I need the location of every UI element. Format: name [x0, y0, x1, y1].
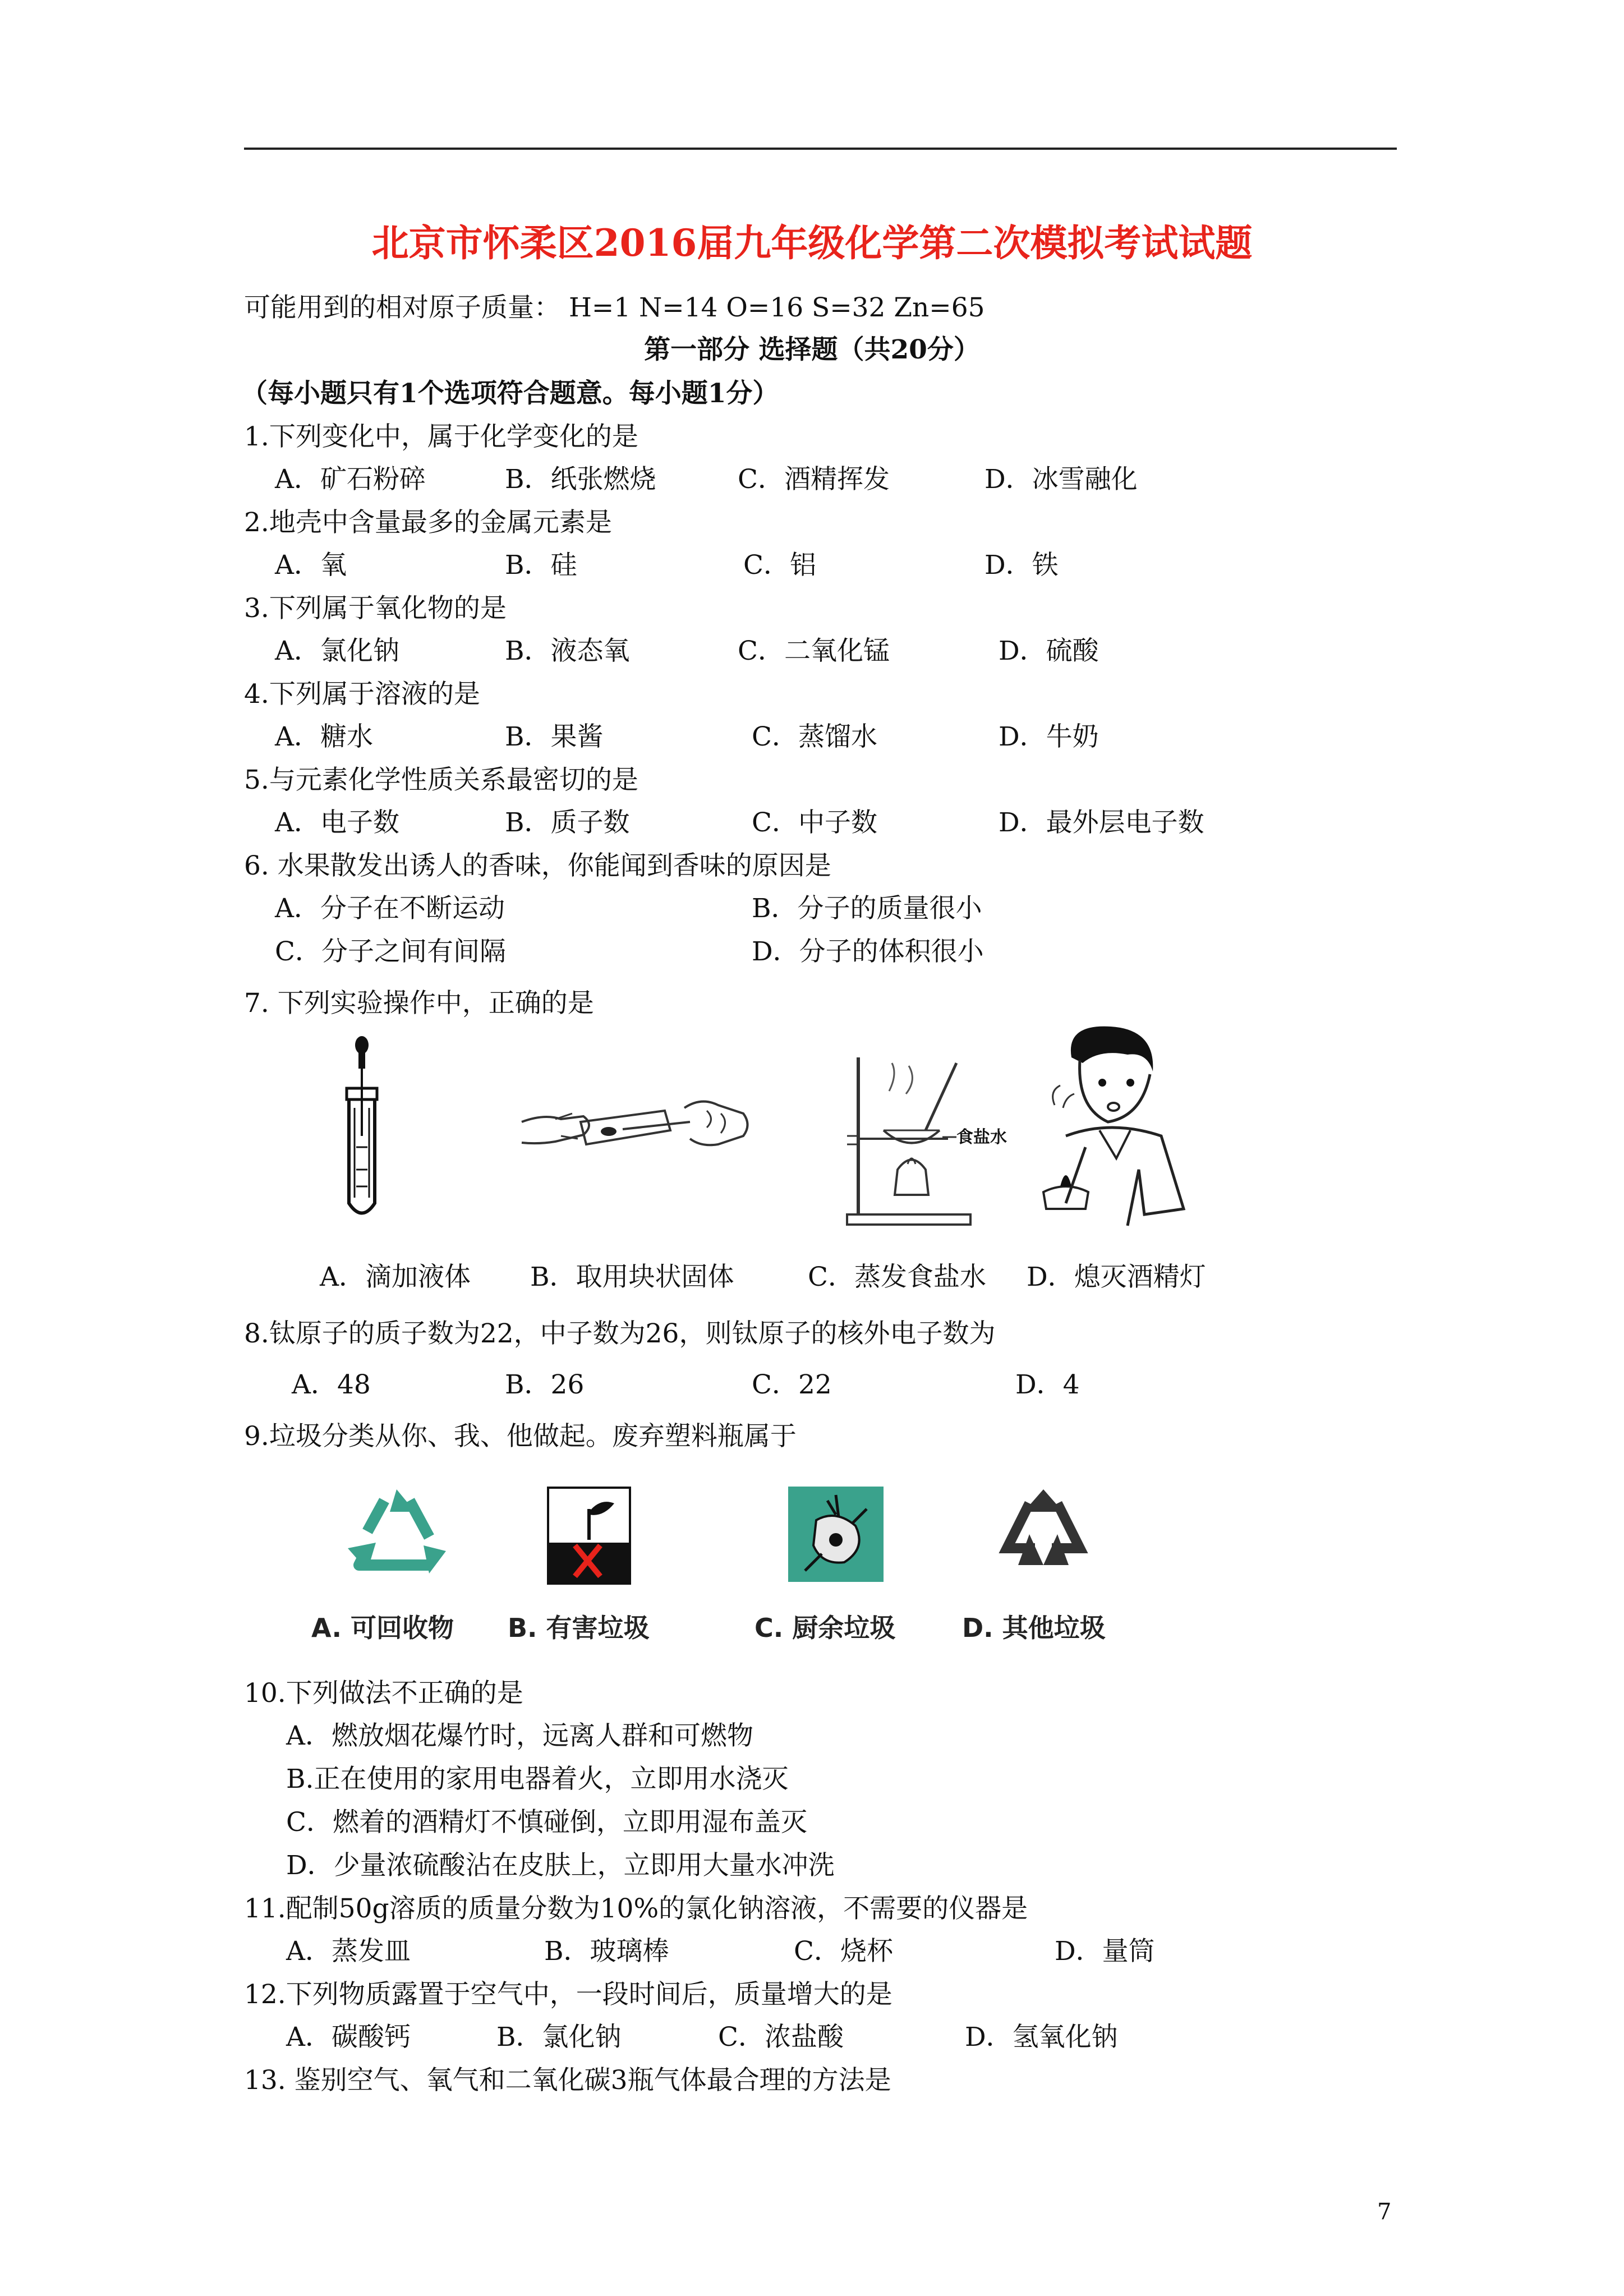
q8-option-c: C．22 — [752, 1369, 832, 1400]
q12-option-d: D．氢氧化钠 — [965, 2022, 1118, 2053]
q6-option-c: C．分子之间有间隔 — [275, 936, 506, 967]
q7-option-d: D．熄灭酒精灯 — [1027, 1262, 1206, 1292]
q8-option-a: A．48 — [292, 1369, 371, 1400]
q6-option-b: B．分子的质量很小 — [752, 893, 982, 924]
question-12-stem: 12.下列物质露置于空气中，一段时间后，质量增大的是 — [244, 1979, 892, 2010]
kitchen-waste-icon — [788, 1487, 884, 1582]
q12-option-c: C．浓盐酸 — [718, 2022, 844, 2053]
q4-option-b: B．果酱 — [505, 721, 604, 752]
q9-option-c: C. 厨余垃圾 — [755, 1613, 896, 1643]
q11-option-c: C．烧杯 — [794, 1936, 893, 1967]
q10-option-c: C．燃着的酒精灯不慎碰倒，立即用湿布盖灭 — [286, 1807, 807, 1838]
q8-option-b: B．26 — [505, 1369, 585, 1400]
q1-option-c: C．酒精挥发 — [738, 464, 890, 495]
q8-option-d: D．4 — [1015, 1369, 1080, 1400]
q2-option-b: B．硅 — [505, 550, 577, 581]
question-2-stem: 2.地壳中含量最多的金属元素是 — [244, 507, 612, 538]
q4-option-c: C．蒸馏水 — [752, 721, 877, 752]
q12-option-a: A．碳酸钙 — [286, 2022, 411, 2053]
question-11-stem: 11.配制50g溶质的质量分数为10%的氯化钠溶液，不需要的仪器是 — [244, 1893, 1028, 1924]
header-rule — [244, 148, 1397, 150]
q2-option-d: D．铁 — [984, 550, 1059, 581]
q3-option-c: C．二氧化锰 — [738, 636, 890, 666]
question-1-stem: 1.下列变化中，属于化学变化的是 — [244, 421, 638, 452]
q11-option-a: A．蒸发皿 — [286, 1936, 411, 1967]
q6-option-d: D．分子的体积很小 — [752, 936, 984, 967]
page-title: 北京市怀柔区2016届九年级化学第二次模拟考试试题 — [371, 221, 1253, 265]
q10-option-a: A．燃放烟花爆竹时，远离人群和可燃物 — [286, 1720, 753, 1751]
question-10-stem: 10.下列做法不正确的是 — [244, 1678, 523, 1709]
q4-option-a: A．糖水 — [275, 721, 373, 752]
question-6-stem: 6. 水果散发出诱人的香味，你能闻到香味的原因是 — [244, 850, 831, 881]
q12-option-b: B．氯化钠 — [496, 2022, 622, 2053]
section-note: （每小题只有1个选项符合题意。每小题1分） — [241, 378, 779, 409]
q3-option-a: A．氯化钠 — [275, 636, 399, 666]
q5-option-a: A．电子数 — [275, 807, 399, 838]
section-title: 第一部分 选择题（共20分） — [644, 334, 980, 365]
q4-option-d: D．牛奶 — [999, 721, 1099, 752]
question-9-stem: 9.垃圾分类从你、我、他做起。废弃塑料瓶属于 — [244, 1421, 797, 1452]
boy-lamp-icon — [1032, 1024, 1200, 1231]
evaporation-stand-icon — [836, 1052, 1007, 1231]
q7-option-c: C．蒸发食盐水 — [808, 1262, 986, 1292]
q9-option-d: D. 其他垃圾 — [962, 1613, 1106, 1643]
dropper-test-tube-icon — [337, 1035, 404, 1231]
q11-option-d: D．量筒 — [1055, 1936, 1155, 1967]
question-8-stem: 8.钛原子的质子数为22，中子数为26，则钛原子的核外电子数为 — [244, 1318, 996, 1349]
atomic-masses: 可能用到的相对原子质量： H=1 N=14 O=16 S=32 Zn=65 — [244, 292, 985, 323]
q9-option-a: A. 可回收物 — [311, 1613, 454, 1643]
hand-tube-icon — [522, 1091, 752, 1170]
q6-option-a: A．分子在不断运动 — [275, 893, 505, 924]
q10-option-b: B.正在使用的家用电器着火，立即用水浇灭 — [286, 1764, 789, 1795]
q1-option-a: A．矿石粉碎 — [275, 464, 426, 495]
q10-option-d: D．少量浓硫酸沾在皮肤上，立即用大量水冲洗 — [286, 1850, 835, 1881]
recycle-icon — [345, 1487, 449, 1579]
q5-option-c: C．中子数 — [752, 807, 877, 838]
question-4-stem: 4.下列属于溶液的是 — [244, 679, 480, 710]
hazardous-waste-icon — [547, 1487, 631, 1585]
question-7-stem: 7. 下列实验操作中，正确的是 — [244, 988, 594, 1019]
q7-option-a: A．滴加液体 — [320, 1262, 471, 1292]
question-13-stem: 13. 鉴别空气、氧气和二氧化碳3瓶气体最合理的方法是 — [244, 2065, 891, 2096]
q1-option-b: B．纸张燃烧 — [505, 464, 656, 495]
q3-option-b: B．液态氧 — [505, 636, 630, 666]
q1-option-d: D．冰雪融化 — [984, 464, 1138, 495]
question-5-stem: 5.与元素化学性质关系最密切的是 — [244, 765, 638, 795]
q7-option-b: B．取用块状固体 — [530, 1262, 734, 1292]
q3-option-d: D．硫酸 — [999, 636, 1099, 666]
salt-water-label: 食盐水 — [956, 1128, 1007, 1147]
q2-option-a: A．氧 — [275, 550, 347, 581]
other-waste-icon — [996, 1487, 1091, 1579]
q5-option-b: B．质子数 — [505, 807, 630, 838]
page-number: 7 — [1377, 2199, 1392, 2225]
q11-option-b: B．玻璃棒 — [544, 1936, 669, 1967]
q5-option-d: D．最外层电子数 — [999, 807, 1204, 838]
q2-option-c: C．铝 — [743, 550, 816, 581]
question-3-stem: 3.下列属于氧化物的是 — [244, 593, 507, 624]
q9-option-b: B. 有害垃圾 — [508, 1613, 650, 1643]
